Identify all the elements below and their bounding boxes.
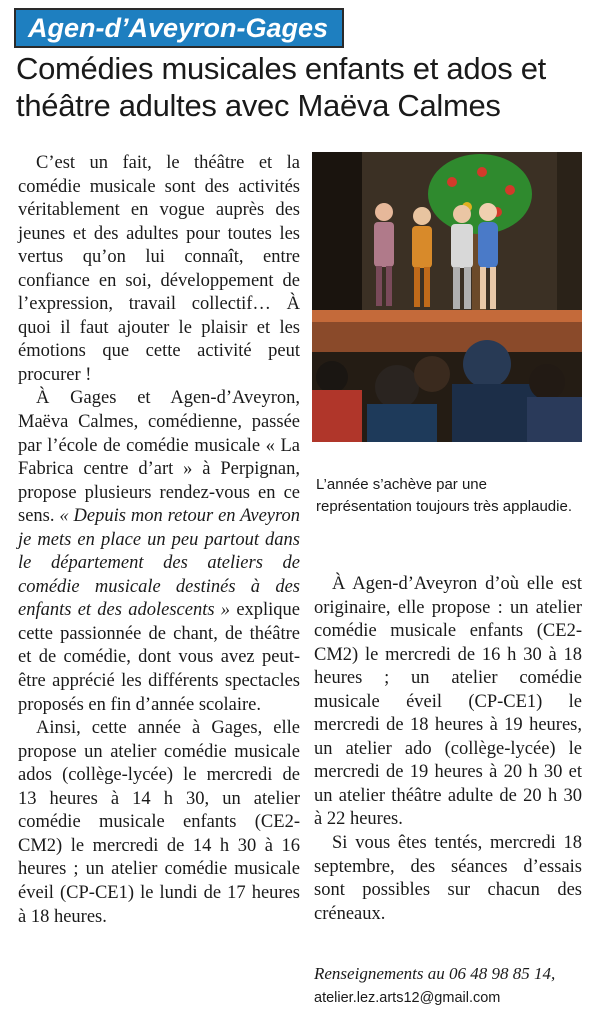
- presentation-end-text: explique cette passionnée de chant, de théâtre et de comédie, dont vous avez peut-être apprécié les différents spectacles proposés en fin d’année scolaire.: [18, 600, 301, 715]
- stage-photo-image: [312, 152, 582, 442]
- stage-photo: [312, 152, 582, 442]
- quote-text: « Depuis mon retour en Aveyron je mets en place un peu partout dans le département des ateliers de comédie musicale destinés à des enfants et des adolescents »: [18, 506, 301, 621]
- article-column-left: [18, 152, 300, 929]
- paragraph-trial-sessions: Si vous êtes tentés, mercredi 18 septembre, des séances d’essais sont possibles sur chacun des créneaux.: [314, 833, 582, 924]
- article-column-right: [314, 573, 582, 926]
- section-kicker: Agen-d’Aveyron-Gages: [14, 8, 344, 48]
- paragraph-gages-schedule: Ainsi, cette année à Gages, elle propose un atelier comédie musicale ados (collège-lycée) le mercredi de 13 heures à 14 h 30, un atelier comédie musicale enfants (CE2-CM2) le mercredi de 14 h 30 à 16 heures ; un atelier comédie musicale éveil (CP-CE1) le lundi de 17 heures à 18 heures.: [18, 718, 300, 927]
- paragraph-intro: C’est un fait, le théâtre et la comédie musicale sont des activités véritablement en vogue auprès des jeunes et des adultes pour toutes les vertus qu’on lui connaît, entre confiance en soi, développement de l’expression, travail collectif… À quoi il faut ajouter le plaisir et les émotions que cette activité peut procurer !: [18, 153, 300, 385]
- photo-caption: L’année s’achève par une représentation toujours très applaudie.: [316, 476, 572, 515]
- contact-email: atelier.lez.arts12@gmail.com: [314, 990, 501, 1006]
- contact-block: [314, 962, 584, 1010]
- paragraph-presentation: [18, 387, 300, 717]
- contact-phone: Renseignements au 06 48 98 85 14,: [314, 964, 556, 983]
- presentation-text: À Gages et Agen-d’Aveyron, Maëva Calmes, comédienne, passée par l’école de comédie musicale « La Fabrica centre d’art » à Perpignan, propose plusieurs rendez-vous en ce sens.: [18, 388, 300, 527]
- article-headline: Comédies musicales enfants et ados et théâtre adultes avec Maëva Calmes: [16, 51, 546, 123]
- paragraph-agen-schedule: À Agen-d’Aveyron d’où elle est originaire, elle propose : un atelier comédie musicale enfants (CE2-CM2) le mercredi de 16 h 30 à 18 heures ; un atelier comédie musicale éveil (CP-CE1) le mercredi de 18 heures à 19 heures, un atelier ado (collège-lycée) le mercredi de 19 heures à 20 h 30 et un atelier théâtre adulte de 20 h 30 à 22 heures.: [314, 574, 582, 830]
